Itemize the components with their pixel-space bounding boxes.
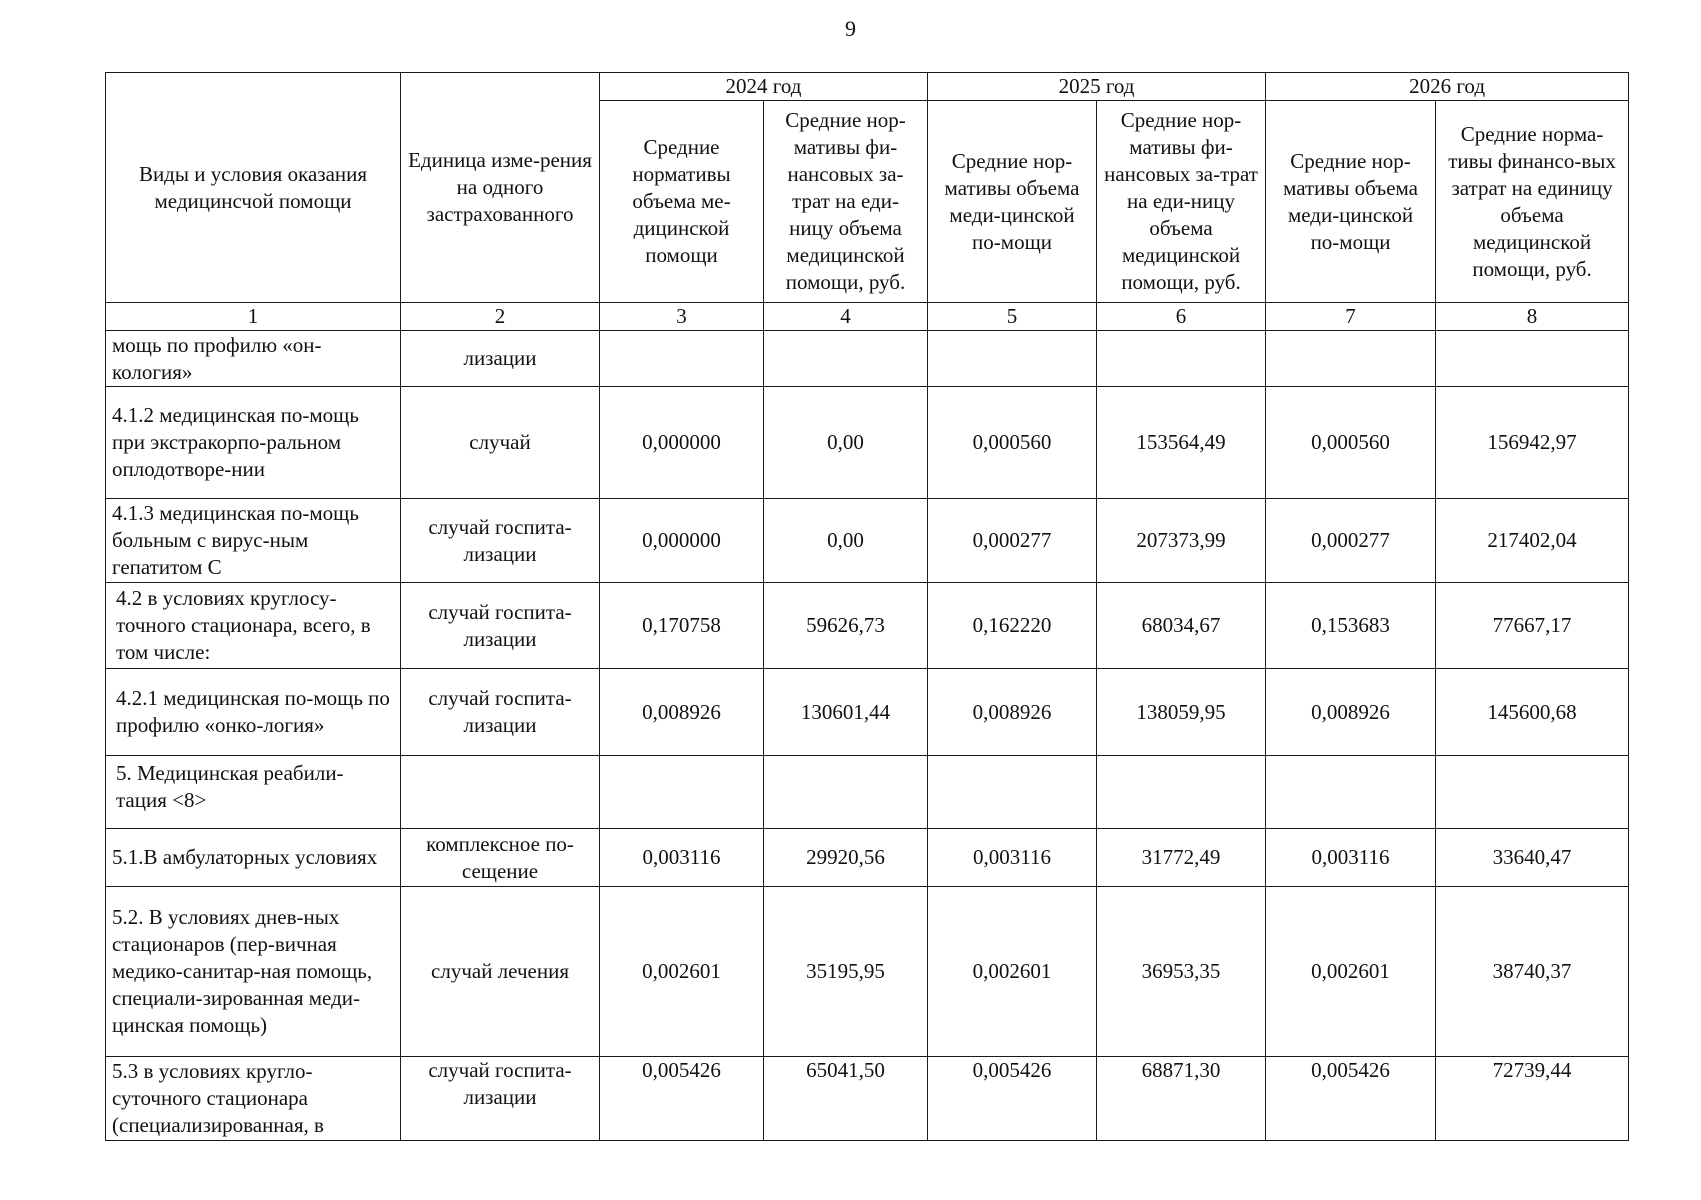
table-row [106, 887, 1629, 1057]
cell-value: 29920,56 [764, 829, 928, 887]
cell-value: 35195,95 [764, 887, 928, 1057]
cell-value: 59626,73 [764, 583, 928, 669]
cell-value: 0,005426 [600, 1057, 764, 1141]
col-number: 4 [764, 303, 928, 331]
cell-value: 38740,37 [1436, 887, 1629, 1057]
col-number: 2 [401, 303, 600, 331]
header-year-2025: 2025 год [928, 73, 1266, 101]
cell-value [1436, 331, 1629, 387]
table-row [106, 583, 1629, 669]
col-number: 8 [1436, 303, 1629, 331]
cell-value: 0,170758 [600, 583, 764, 669]
table-row [106, 756, 1629, 829]
cell-value [1266, 756, 1436, 829]
cell-value: 130601,44 [764, 669, 928, 756]
cell-value [764, 756, 928, 829]
table-row [106, 669, 1629, 756]
row-unit: комплексное по-сещение [401, 829, 600, 887]
cell-value: 0,003116 [600, 829, 764, 887]
row-unit: случай госпита-лизации [401, 499, 600, 583]
cell-value: 31772,49 [1097, 829, 1266, 887]
cell-value: 0,000000 [600, 387, 764, 499]
row-unit [401, 756, 600, 829]
cell-value: 217402,04 [1436, 499, 1629, 583]
table-row [106, 331, 1629, 387]
cell-value: 36953,35 [1097, 887, 1266, 1057]
cell-value: 77667,17 [1436, 583, 1629, 669]
header-volume-2026: Средние нор-мативы объема меди-цинской по-мощи [1266, 101, 1436, 303]
column-numbers-row [106, 303, 1629, 331]
col-number: 6 [1097, 303, 1266, 331]
header-year-2026: 2026 год [1266, 73, 1629, 101]
row-name: 4.2 в условиях круглосу-точного стационара, всего, в том числе: [106, 583, 401, 669]
cell-value [928, 756, 1097, 829]
cell-value: 153564,49 [1097, 387, 1266, 499]
cell-value: 0,000000 [600, 499, 764, 583]
header-col-types: Виды и условия оказания медицинсчой помощи [106, 73, 401, 303]
cell-value: 0,005426 [928, 1057, 1097, 1141]
cell-value: 0,003116 [928, 829, 1097, 887]
row-name: 5.1.В амбулаторных условиях [106, 829, 401, 887]
header-col-unit: Единица изме-рения на одного застрахованного [401, 73, 600, 303]
header-cost-2026: Средние норма-тивы финансо-вых затрат на единицу объема медицинской помощи, руб. [1436, 101, 1629, 303]
col-number: 5 [928, 303, 1097, 331]
cell-value: 138059,95 [1097, 669, 1266, 756]
cell-value [1097, 756, 1266, 829]
cell-value: 68034,67 [1097, 583, 1266, 669]
cell-value: 0,000560 [928, 387, 1097, 499]
table-row [106, 387, 1629, 499]
cell-value: 0,000277 [928, 499, 1097, 583]
row-name: мощь по профилю «он-кология» [106, 331, 401, 387]
cell-value [764, 331, 928, 387]
cell-value: 0,008926 [600, 669, 764, 756]
cell-value [600, 756, 764, 829]
cell-value: 0,00 [764, 387, 928, 499]
cell-value: 0,002601 [928, 887, 1097, 1057]
header-years-row [106, 73, 1629, 101]
row-name: 5.3 в условиях кругло-суточного стационара (специализированная, в [106, 1057, 401, 1141]
row-name: 4.2.1 медицинская по-мощь по профилю «онко-логия» [106, 669, 401, 756]
row-unit: случай госпита-лизации [401, 1057, 600, 1141]
cell-value [928, 331, 1097, 387]
page-number: 9 [845, 16, 856, 41]
cell-value: 0,000277 [1266, 499, 1436, 583]
standards-table [105, 72, 1629, 1141]
cell-value: 207373,99 [1097, 499, 1266, 583]
cell-value: 0,162220 [928, 583, 1097, 669]
table-row [106, 1057, 1629, 1141]
row-unit: случай [401, 387, 600, 499]
cell-value [1266, 331, 1436, 387]
cell-value: 156942,97 [1436, 387, 1629, 499]
cell-value: 68871,30 [1097, 1057, 1266, 1141]
row-unit: случай лечения [401, 887, 600, 1057]
table-row [106, 499, 1629, 583]
cell-value [1436, 756, 1629, 829]
cell-value [600, 331, 764, 387]
cell-value: 0,005426 [1266, 1057, 1436, 1141]
cell-value: 0,008926 [928, 669, 1097, 756]
row-name: 5. Медицинская реабили-тация <8> [106, 756, 401, 829]
cell-value: 0,000560 [1266, 387, 1436, 499]
table-row [106, 829, 1629, 887]
cell-value: 0,153683 [1266, 583, 1436, 669]
row-unit: лизации [401, 331, 600, 387]
header-volume-2025: Средние нор-мативы объема меди-цинской по-мощи [928, 101, 1097, 303]
cell-value: 33640,47 [1436, 829, 1629, 887]
cell-value: 0,002601 [600, 887, 764, 1057]
cell-value: 65041,50 [764, 1057, 928, 1141]
col-number: 1 [106, 303, 401, 331]
row-name: 4.1.2 медицинская по-мощь при экстракорпо-ральном оплодотворе-нии [106, 387, 401, 499]
header-cost-2025: Средние нор-мативы фи-нансовых за-трат на еди-ницу объема медицинской помощи, руб. [1097, 101, 1266, 303]
cell-value: 0,003116 [1266, 829, 1436, 887]
cell-value: 0,008926 [1266, 669, 1436, 756]
cell-value: 72739,44 [1436, 1057, 1629, 1141]
col-number: 3 [600, 303, 764, 331]
header-year-2024: 2024 год [600, 73, 928, 101]
row-name: 4.1.3 медицинская по-мощь больным с вирус-ным гепатитом С [106, 499, 401, 583]
row-unit: случай госпита-лизации [401, 669, 600, 756]
header-volume-2024: Средние нормативы объема ме-дицинской помощи [600, 101, 764, 303]
cell-value: 0,00 [764, 499, 928, 583]
row-unit: случай госпита-лизации [401, 583, 600, 669]
cell-value: 0,002601 [1266, 887, 1436, 1057]
header-cost-2024: Средние нор-мативы фи-нансовых за-трат на еди-ницу объема медицинской помощи, руб. [764, 101, 928, 303]
cell-value [1097, 331, 1266, 387]
cell-value: 145600,68 [1436, 669, 1629, 756]
row-name: 5.2. В условиях днев-ных стационаров (пер-вичная медико-санитар-ная помощь, специали-зированная меди-цинская помощь) [106, 887, 401, 1057]
col-number: 7 [1266, 303, 1436, 331]
